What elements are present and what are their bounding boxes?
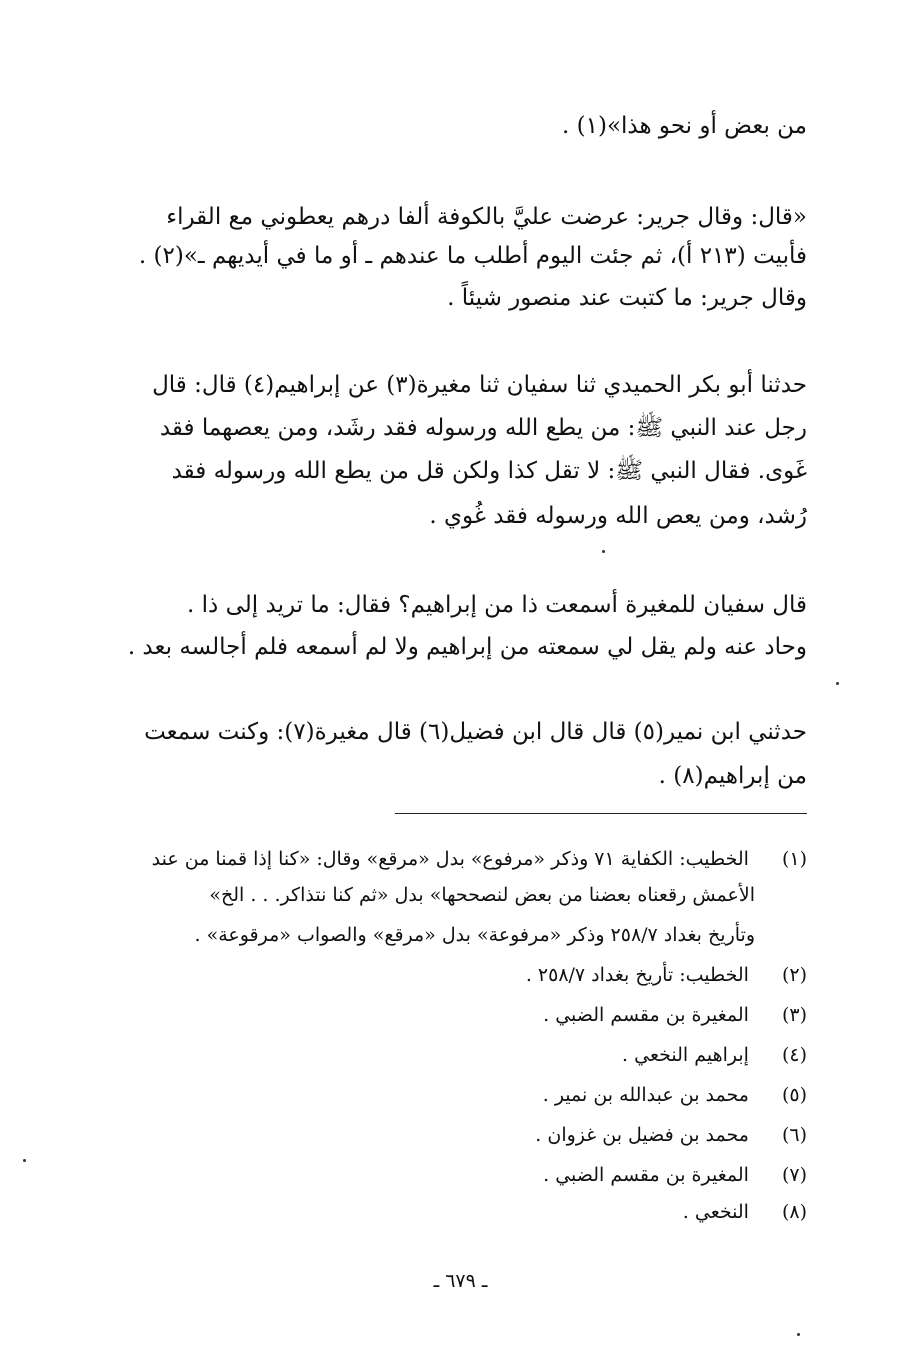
footnote-text: الخطيب: الكفاية ٧١ وذكر «مرفوع» بدل «مرقع» وقال: «كنا إذا قمنا من عند xyxy=(151,848,749,870)
footnote-text: النخعي . xyxy=(682,1201,749,1223)
footnote-3 xyxy=(543,998,807,1032)
body-line-3: فأبيت (٢١٣ أ)، ثم جئت اليوم أطلب ما عندهم ـ أو ما في أيديهم ـ»(٢) . xyxy=(138,243,807,269)
scan-speck xyxy=(602,550,605,553)
footnote-1-line-3: وتأريخ بغداد ٢٥٨/٧ وذكر «مرفوعة» بدل «مرقع» والصواب «مرقوعة» . xyxy=(194,924,755,946)
footnote-1-line-2: الأعمش رقعناه بعضنا من بعض لنصححها» بدل «ثم كنا نتذاكر. . . الخ» xyxy=(209,884,755,906)
footnote-separator xyxy=(395,813,807,814)
body-line-1: من بعض أو نحو هذا»(١) . xyxy=(562,113,807,139)
footnote-text: محمد بن فضيل بن غزوان . xyxy=(535,1124,749,1146)
body-line-7: غَوى. فقال النبي ﷺ: لا تقل كذا ولكن قل من يطع الله ورسوله فقد xyxy=(171,458,807,484)
body-line-10: وحاد عنه ولم يقل لي سمعته من إبراهيم ولا لم أسمعه فلم أجالسه بعد . xyxy=(127,634,807,660)
scan-speck xyxy=(23,1159,26,1162)
footnote-5 xyxy=(543,1078,807,1112)
footnote-text: الخطيب: تأريخ بغداد ٢٥٨/٧ . xyxy=(525,964,749,986)
footnote-text: محمد بن عبدالله بن نمير . xyxy=(542,1084,749,1106)
footnote-6 xyxy=(535,1118,807,1152)
footnote-1 xyxy=(152,842,807,876)
footnote-text: المغيرة بن مقسم الضبي . xyxy=(543,1164,749,1186)
footnote-number: (١) xyxy=(781,848,807,870)
footnote-7 xyxy=(543,1158,807,1192)
body-line-8: رُشد، ومن يعص الله ورسوله فقد غُوي . xyxy=(429,503,807,529)
body-line-11: حدثني ابن نمير(٥) قال قال ابن فضيل(٦) قال مغيرة(٧): وكنت سمعت xyxy=(144,719,807,745)
body-line-6: رجل عند النبي ﷺ: من يطع الله ورسوله فقد رشَد، ومن يعصهما فقد xyxy=(159,415,807,441)
footnote-number: (٥) xyxy=(781,1084,807,1106)
body-line-5: حدثنا أبو بكر الحميدي ثنا سفيان ثنا مغيرة(٣) عن إبراهيم(٤) قال: قال xyxy=(152,372,807,398)
scan-speck xyxy=(797,1333,800,1336)
body-line-9: قال سفيان للمغيرة أسمعت ذا من إبراهيم؟ فقال: ما تريد إلى ذا . xyxy=(187,592,807,618)
footnote-number: (٦) xyxy=(781,1124,807,1146)
footnote-number: (٣) xyxy=(781,1004,807,1026)
footnote-number: (٤) xyxy=(781,1044,807,1066)
body-line-12: من إبراهيم(٨) . xyxy=(658,763,807,789)
scan-speck xyxy=(836,682,839,685)
footnote-text: إبراهيم النخعي . xyxy=(622,1044,749,1066)
footnote-number: (٢) xyxy=(781,964,807,986)
body-line-4: وقال جرير: ما كتبت عند منصور شيئاً . xyxy=(447,285,807,311)
body-line-2: «قال: وقال جرير: عرضت عليَّ بالكوفة ألفا درهم يعطوني مع القراء xyxy=(166,204,807,230)
footnote-2 xyxy=(526,958,807,992)
page-number: ـ ٦٧٩ ـ xyxy=(433,1270,488,1292)
footnote-number: (٧) xyxy=(781,1164,807,1186)
footnote-text: المغيرة بن مقسم الضبي . xyxy=(543,1004,749,1026)
footnote-number: (٨) xyxy=(781,1201,807,1223)
footnote-8 xyxy=(683,1195,807,1229)
footnote-4 xyxy=(622,1038,807,1072)
